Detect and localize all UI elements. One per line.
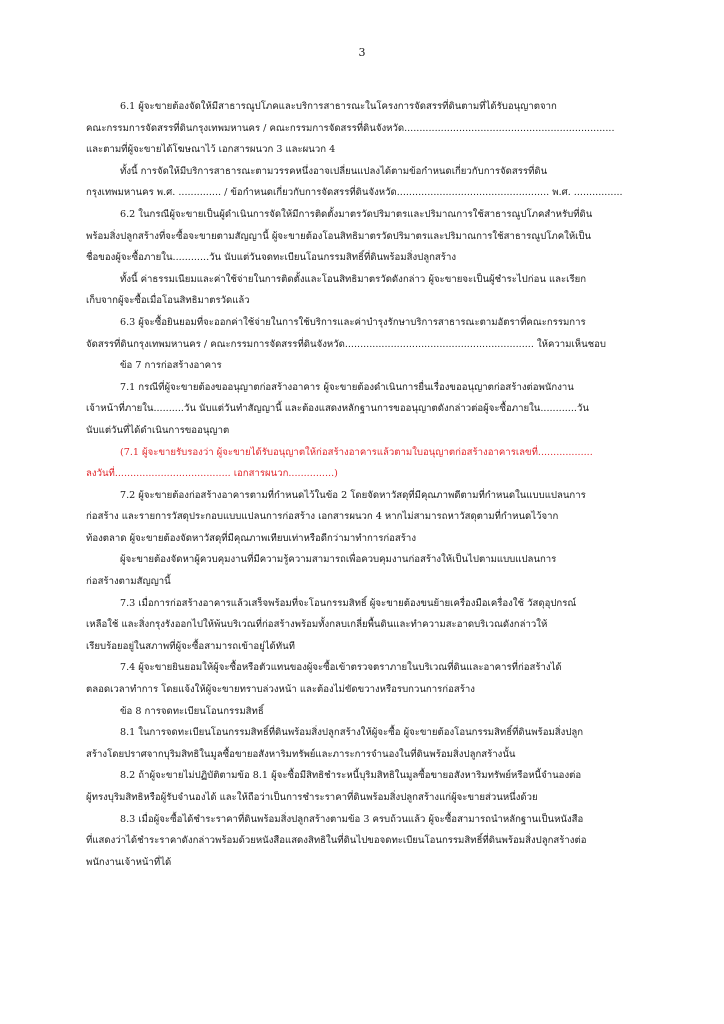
text-line: ผู้ทรงบุริมสิทธิหรือผู้รับจำนองได้ และให้ถือว่าเป็นการชำระราคาที่ดินพร้อมสิ่งปลูกสร้างแก่ผู้จะขายส่วนหนึ่งด้วย — [86, 792, 538, 803]
text-line: เรียบร้อยอยู่ในสภาพที่ผู้จะซื้อสามารถเข้าอยู่ได้ทันที — [86, 640, 295, 652]
text-line: 6.1 ผู้จะขายต้องจัดให้มีสาธารณูปโภคและบริการสาธารณะในโครงการจัดสรรที่ดินตามที่ได้รับอนุญาตจาก — [120, 101, 557, 112]
text-line: ก่อสร้างตามสัญญานี้ — [86, 576, 171, 588]
text-line: 7.1 กรณีที่ผู้จะขายต้องขออนุญาตก่อสร้างอาคาร ผู้จะขายต้องดำเนินการยื่นเรื่องขออนุญาตก่อสร้างต่อพนักงาน — [120, 381, 574, 393]
text-line: ท้องตลาด ผู้จะขายต้องจัดหาวัสดุที่มีคุณภาพเทียบเท่าหรือดีกว่ามาทำการก่อสร้าง — [86, 532, 417, 544]
text-line: 6.2 ในกรณีผู้จะขายเป็นผู้ดำเนินการจัดให้มีการติดตั้งมาตรวัดปริมาตรและปริมาณการใช้สาธารณูปโภคสำหรับที่ดิน — [120, 208, 593, 220]
page-number: 3 — [358, 46, 366, 59]
text-line: 6.3 ผู้จะซื้อยินยอมที่จะออกค่าใช้จ่ายในการใช้บริการและค่าบำรุงรักษาบริการสาธารณะตามอัตราที่คณะกรรมการ — [120, 316, 586, 328]
text-line: คณะกรรมการจัดสรรที่ดินกรุงเทพมหานคร / คณะกรรมการจัดสรรที่ดินจังหวัด..................................................................... — [86, 122, 615, 134]
text-line: ทั้งนี้ ค่าธรรมเนียมและค่าใช้จ่ายในการติดตั้งและโอนสิทธิมาตรวัดดังกล่าว ผู้จะขายจะเป็นผู้ชำระไปก่อน และเรียก — [120, 273, 587, 285]
text-line: ทั้งนี้ การจัดให้มีบริการสาธารณะตามวรรคหนึ่งอาจเปลี่ยนแปลงได้ตามข้อกำหนดเกี่ยวกับการจัดสรรที่ดิน — [120, 165, 548, 177]
text-line: 8.1 ในการจดทะเบียนโอนกรรมสิทธิ์ที่ดินพร้อมสิ่งปลูกสร้างให้ผู้จะซื้อ ผู้จะขายต้องโอนกรรมสิทธิ์ที่ดินพร้อมสิ่งปลูก — [120, 727, 584, 739]
text-line: 7.4 ผู้จะขายยินยอมให้ผู้จะซื้อหรือตัวแทนของผู้จะซื้อเข้าตรวจตราภายในบริเวณที่ดินและอาคารที่ก่อสร้างได้ — [120, 662, 562, 674]
text-line: ข้อ 8 การจดทะเบียนโอนกรรมสิทธิ์ — [120, 705, 264, 717]
document-body — [86, 96, 646, 873]
text-line: เก็บจากผู้จะซื้อเมื่อโอนสิทธิมาตรวัดแล้ว — [86, 295, 250, 307]
text-line: ข้อ 7 การก่อสร้างอาคาร — [120, 360, 222, 372]
text-line: ลงวันที่...................................... เอกสารผนวก...............) — [86, 468, 338, 480]
text-line: ก่อสร้าง และรายการวัสดุประกอบแบบแปลนการก่อสร้าง เอกสารผนวก 4 หากไม่สามารถหาวัสดุตามที่กำหนดไว้จาก — [86, 511, 559, 523]
text-line: สร้างโดยปราศจากบุริมสิทธิในมูลซื้อขายอสังหาริมทรัพย์และภาระการจำนองในที่ดินพร้อมสิ่งปลูกสร้างนั้น — [86, 748, 516, 760]
text-line: 8.3 เมื่อผู้จะซื้อได้ชำระราคาที่ดินพร้อมสิ่งปลูกสร้างตามข้อ 3 ครบถ้วนแล้ว ผู้จะซื้อสามารถนำหลักฐานเป็นหนังสือ — [120, 813, 584, 825]
text-line: นับแต่วันที่ได้ดำเนินการขออนุญาต — [86, 424, 230, 436]
text-line: 7.3 เมื่อการก่อสร้างอาคารแล้วเสร็จพร้อมที่จะโอนกรรมสิทธิ์ ผู้จะขายต้องขนย้ายเครื่องมือเครื่องใช้ วัสดุอุปกรณ์ — [120, 597, 577, 609]
text-line: 8.2 ถ้าผู้จะขายไม่ปฏิบัติตามข้อ 8.1 ผู้จะซื้อมีสิทธิชำระหนี้บุริมสิทธิในมูลซื้อขายอสังหาริมทรัพย์หรือหนี้จำนองต่อ — [120, 770, 582, 782]
text-line: กรุงเทพมหานคร พ.ศ. .............. / ข้อกำหนดเกี่ยวกับการจัดสรรที่ดินจังหวัด.................................................. พ.ศ. ................ — [86, 187, 623, 199]
text-line: ผู้จะขายต้องจัดหาผู้ควบคุมงานที่มีความรู้ความสามารถเพื่อควบคุมงานก่อสร้างให้เป็นไปตามแบบแปลนการ — [120, 554, 557, 566]
text-line: (7.1 ผู้จะขายรับรองว่า ผู้จะขายได้รับอนุญาตให้ก่อสร้างอาคารแล้วตามใบอนุญาตก่อสร้างอาคารเลขที่.................. — [120, 446, 593, 458]
text-line: จัดสรรที่ดินกรุงเทพมหานคร / คณะกรรมการจัดสรรที่ดินจังหวัด.............................................................. ให้ความเห็นชอบ — [86, 338, 606, 350]
text-line: พนักงานเจ้าหน้าที่ได้ — [86, 856, 172, 868]
text-line: เหลือใช้ และสิ่งกรุงรังออกไปให้พ้นบริเวณที่ก่อสร้างพร้อมทั้งกลบเกลี่ยพื้นดินและทำความสะอาดบริเวณดังกล่าวให้ — [86, 619, 548, 631]
text-line: และตามที่ผู้จะขายได้โฆษณาไว้ เอกสารผนวก 3 และผนวก 4 — [86, 144, 336, 156]
text-line: 7.2 ผู้จะขายต้องก่อสร้างอาคารตามที่กำหนดไว้ในข้อ 2 โดยจัดหาวัสดุที่มีคุณภาพดีตามที่กำหนดในแบบแปลนการ — [120, 489, 586, 501]
text-line: ที่แสดงว่าได้ชำระราคาดังกล่าวพร้อมด้วยหนังสือแสดงสิทธิในที่ดินไปขอจดทะเบียนโอนกรรมสิทธิ์ที่ดินพร้อมสิ่งปลูกสร้างต่อ — [86, 835, 587, 847]
text-line: ตลอดเวลาทำการ โดยแจ้งให้ผู้จะขายทราบล่วงหน้า และต้องไม่ขัดขวางหรือรบกวนการก่อสร้าง — [86, 684, 475, 696]
text-line: เจ้าหน้าที่ภายใน..........วัน นับแต่วันทำสัญญานี้ และต้องแสดงหลักฐานการขออนุญาตดังกล่าวต่อผู้จะซื้อภายใน............วัน — [86, 403, 589, 415]
text-line: พร้อมสิ่งปลูกสร้างที่จะซื้อจะขายตามสัญญานี้ ผู้จะขายต้องโอนสิทธิมาตรวัดปริมาตรและปริมาณการใช้สาธารณูปโภคให้เป็น — [86, 230, 592, 242]
text-line: ชื่อของผู้จะซื้อภายใน............วัน นับแต่วันจดทะเบียนโอนกรรมสิทธิ์ที่ดินพร้อมสิ่งปลูกสร้าง — [86, 252, 457, 264]
